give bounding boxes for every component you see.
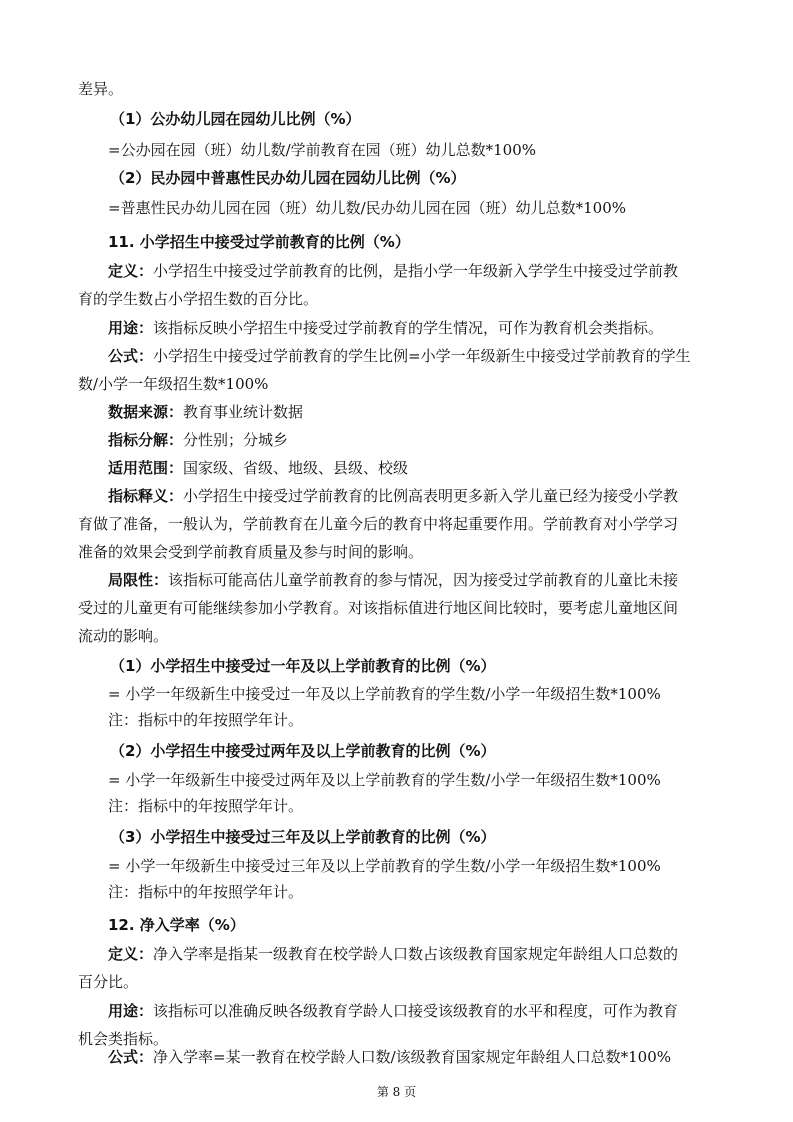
- definition-line: 定义：小学招生中接受过学前教育的比例，是指小学一年级新入学学生中接受过学前教: [108, 262, 679, 280]
- subsection-heading: （1）公办幼儿园在园幼儿比例（%）: [110, 110, 361, 128]
- limitation-line: 局限性：该指标可能高估儿童学前教育的参与情况，因为接受过学前教育的儿童比未接: [108, 571, 679, 589]
- formula-term-line: 公式：小学招生中接受过学前教育的学生比例=小学一年级新生中接受过学前教育的学生: [108, 347, 691, 365]
- subsection-heading: （2）民办园中普惠性民办幼儿园在园幼儿比例（%）: [110, 169, 466, 187]
- paragraph-line: 流动的影响。: [78, 627, 169, 645]
- note-line: 注：指标中的年按照学年计。: [108, 797, 304, 815]
- term-label: 用途：: [108, 1002, 154, 1020]
- formula-term-line: 公式：净入学率=某一教育在校学龄人口数/该级教育国家规定年龄组人口总数*100%: [108, 1048, 672, 1066]
- formula-line: = 小学一年级新生中接受过一年及以上学前教育的学生数/小学一年级招生数*100%: [108, 685, 661, 703]
- term-label: 指标分解：: [108, 431, 184, 449]
- scope-line: 适用范围：国家级、省级、地级、县级、校级: [108, 459, 409, 477]
- term-label: 定义：: [108, 262, 154, 280]
- formula-line: = 小学一年级新生中接受过两年及以上学前教育的学生数/小学一年级招生数*100%: [108, 771, 661, 789]
- formula-line: =普惠性民办幼儿园在园（班）幼儿数/民办幼儿园在园（班）幼儿总数*100%: [108, 199, 627, 217]
- subsection-heading: （1）小学招生中接受过一年及以上学前教育的比例（%）: [110, 657, 496, 675]
- paragraph-line: 育的学生数占小学招生数的百分比。: [78, 290, 319, 308]
- term-label: 公式：: [108, 1048, 154, 1066]
- subsection-heading: （2）小学招生中接受过两年及以上学前教育的比例（%）: [110, 742, 496, 760]
- paragraph-line: 育做了准备，一般认为，学前教育在儿童今后的教育中将起重要作用。学前教育对小学学习: [78, 515, 679, 533]
- term-label: 用途：: [108, 319, 154, 337]
- interpretation-line: 指标释义：小学招生中接受过学前教育的比例高表明更多新入学儿童已经为接受小学教: [108, 487, 679, 505]
- paragraph-line: 准备的效果会受到学前教育质量及参与时间的影响。: [78, 543, 424, 561]
- usage-line: 用途：该指标反映小学招生中接受过学前教育的学生情况，可作为教育机会类指标。: [108, 319, 664, 337]
- paragraph-line: 机会类指标。: [78, 1030, 169, 1048]
- note-line: 注：指标中的年按照学年计。: [108, 883, 304, 901]
- usage-line: 用途：该指标可以准确反映各级教育学龄人口接受该级教育的水平和程度，可作为教育: [108, 1002, 679, 1020]
- data-source-line: 数据来源：教育事业统计数据: [108, 403, 304, 421]
- term-label: 指标释义：: [108, 487, 184, 505]
- paragraph-line: 受过的儿童更有可能继续参加小学教育。对该指标值进行地区间比较时，要考虑儿童地区间: [78, 599, 679, 617]
- formula-line: =公办园在园（班）幼儿数/学前教育在园（班）幼儿总数*100%: [108, 141, 537, 159]
- section-heading: 11. 小学招生中接受过学前教育的比例（%）: [108, 233, 410, 251]
- paragraph-line: 差异。: [78, 80, 124, 98]
- paragraph-line: 百分比。: [78, 973, 139, 991]
- page-number: 第 8 页: [376, 1085, 417, 1099]
- breakdown-line: 指标分解：分性别；分城乡: [108, 431, 289, 449]
- definition-line: 定义：净入学率是指某一级教育在校学龄人口数占该级教育国家规定年龄组人口总数的: [108, 945, 679, 963]
- section-heading: 12. 净入学率（%）: [108, 916, 245, 934]
- paragraph-line: 数/小学一年级招生数*100%: [78, 375, 269, 393]
- term-label: 适用范围：: [108, 459, 184, 477]
- note-line: 注：指标中的年按照学年计。: [108, 711, 304, 729]
- term-label: 公式：: [108, 347, 154, 365]
- formula-line: = 小学一年级新生中接受过三年及以上学前教育的学生数/小学一年级招生数*100%: [108, 857, 661, 875]
- term-label: 定义：: [108, 945, 154, 963]
- term-label: 局限性：: [108, 571, 169, 589]
- subsection-heading: （3）小学招生中接受过三年及以上学前教育的比例（%）: [110, 828, 496, 846]
- term-label: 数据来源：: [108, 403, 184, 421]
